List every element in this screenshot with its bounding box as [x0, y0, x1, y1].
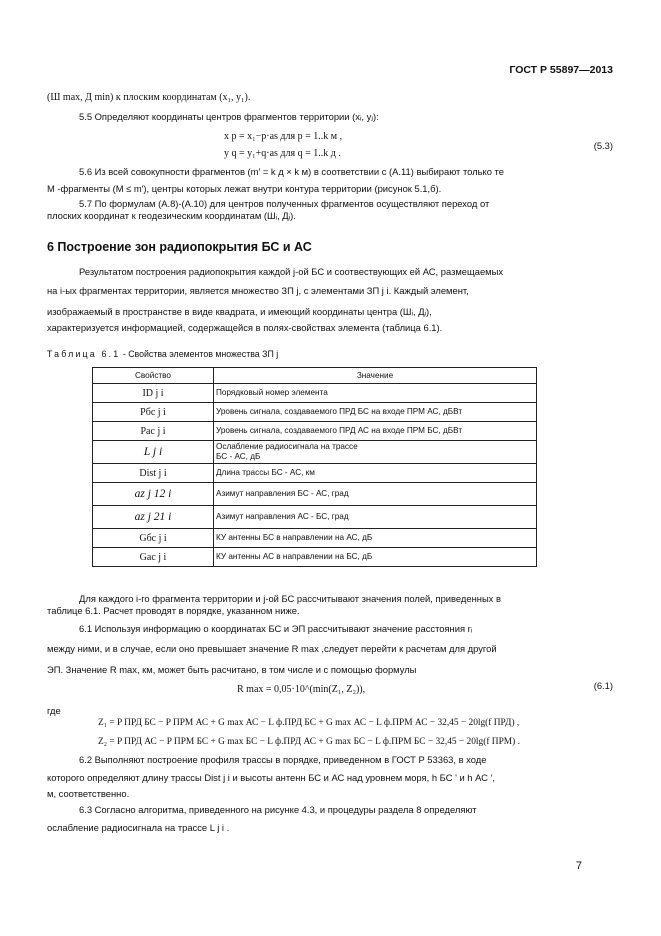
- header-property: Свойство: [93, 368, 214, 384]
- property-symbol: Pас j i: [93, 422, 214, 441]
- equation-number-6-1: (6.1): [593, 680, 613, 691]
- equation-number-5-3: (5.3): [593, 140, 613, 151]
- paragraph-6-1-line-2: между ними, и в случае, если оно превышает значение R max ,следует перейти к расчетам для другой: [47, 643, 497, 654]
- formula-5-3-line-1: x p = x₁−p·as для p = 1..k м ,: [224, 131, 343, 142]
- calc-line-1: Для каждого i-го фрагмента территории и j-ой БС рассчитывают значения полей, приведенных в: [79, 593, 501, 604]
- property-value: КУ антенны БС в направлении на АС, дБ: [214, 529, 537, 548]
- table-row: [93, 441, 537, 464]
- formula-6-1: R max = 0,05·10^(min(Z₁, Z₂)),: [237, 684, 366, 695]
- section-6-title: 6 Построение зон радиопокрытия БС и АС: [47, 240, 312, 254]
- table-row: [93, 384, 537, 403]
- paragraph-5-7-line-1: 5.7 По формулам (А.8)-(А.10) для центров полученных фрагментов осуществляют переход от: [79, 198, 490, 209]
- page-number: 7: [575, 860, 582, 872]
- property-value: Уровень сигнала, создаваемого ПРД АС на входе ПРМ БС, дБВт: [214, 422, 537, 441]
- table-caption-text: - Свойства элементов множества ЗП j: [120, 349, 279, 359]
- properties-table: [92, 367, 537, 567]
- property-value-line-2: БС - АС, дБ: [216, 452, 261, 461]
- paragraph-5-5: 5.5 Определяют координаты центров фрагментов территории (xᵢ, yⱼ):: [79, 111, 379, 122]
- property-value: Порядковый номер элемента: [214, 384, 537, 403]
- paragraph-6-2-line-3: м, соответственно.: [47, 788, 130, 799]
- property-value: [214, 441, 537, 464]
- table-row: [93, 464, 537, 483]
- table-row: [93, 403, 537, 422]
- formula-5-3-line-2: y q = y₁+q·as для q = 1..k д .: [224, 148, 341, 159]
- header-value: Значение: [214, 368, 537, 384]
- table-row: [93, 483, 537, 506]
- paragraph-5-6-line-1: 5.6 Из всей совокупности фрагментов (m′ = k д × k м) в соответствии с (А.11) выбирают только те: [79, 166, 504, 177]
- where-label: где: [47, 705, 61, 716]
- property-value: Азимут направления БС - АС, град: [214, 483, 537, 506]
- standard-header: ГОСТ Р 55897—2013: [509, 64, 613, 76]
- property-value: Длина трассы БС - АС, км: [214, 464, 537, 483]
- paragraph-5-7-line-2: плоских координат к геодезическим координатам (Шᵢ, Дᵢ).: [47, 210, 296, 221]
- property-symbol: Pбс j i: [93, 403, 214, 422]
- property-symbol: Gбс j i: [93, 529, 214, 548]
- intro-line-2: на i-ых фрагментах территории, является множество ЗП j, с элементами ЗП j i. Каждый элемент,: [47, 285, 469, 296]
- property-value-line-1: Ослабление радиосигнала на трассе: [216, 442, 358, 451]
- formula-z2: Z₂ = P ПРД АС − P ПРМ БС + G max БС − L ф.ПРД АС + G max БС − L ф.ПРМ БС − 32,45 − 20lg(f ПРМ) .: [98, 737, 520, 747]
- paragraph-6-3-line-2: ослабление радиосигнала на трассе L j i .: [47, 822, 230, 833]
- property-value: КУ антенны АС в направлении на БС, дБ: [214, 548, 537, 567]
- table-row: [93, 548, 537, 567]
- table-header-row: [93, 368, 537, 384]
- property-value: Азимут направления АС - БС, град: [214, 506, 537, 529]
- table-row: [93, 422, 537, 441]
- table-row: [93, 529, 537, 548]
- formula-z1: Z₁ = P ПРД БС − P ПРМ АС + G max АС − L ф.ПРД БС + G max АС − L ф.ПРМ АС − 32,45 − 20lg(f ПРД) ,: [98, 718, 520, 728]
- intro-line-4: характеризуется информацией, содержащейся в полях-свойствах элемента (таблица 6.1).: [47, 322, 443, 333]
- property-symbol: ID j i: [93, 384, 214, 403]
- table-row: [93, 506, 537, 529]
- calc-line-2: таблице 6.1. Расчет проводят в порядке, указанном ниже.: [47, 605, 300, 616]
- paragraph-6-1-line-1: 6.1 Используя информацию о координатах БС и ЭП рассчитывают значение расстояния rᵢ: [79, 623, 473, 634]
- property-symbol: az j 21 i: [93, 506, 214, 529]
- paragraph-5-6-line-2: M -фрагменты (M ≤ m′), центры которых лежат внутри контура территории (рисунок 5.1,б).: [47, 183, 442, 194]
- intro-line-1: Результатом построения радиопокрытия каждой j-ой БС и соотвествующих ей АС, размещаемых: [79, 266, 504, 277]
- paragraph-6-2-line-1: 6.2 Выполняют построение профиля трассы в порядке, приведенном в ГОСТ Р 53363, в ходе: [79, 754, 487, 765]
- paragraph-6-1-line-3: ЭП. Значение R max, км, может быть расчитано, в том числе и с помощью формулы: [47, 664, 417, 675]
- paragraph-6-3-line-1: 6.3 Согласно алгоритма, приведенного на рисунке 4.3, и процедуры раздела 8 определяют: [79, 804, 477, 815]
- table-caption-prefix: Таблица 6.1: [47, 349, 121, 359]
- property-symbol: Gас j i: [93, 548, 214, 567]
- table-6-1-caption: [47, 349, 278, 359]
- property-symbol: Dist j i: [93, 464, 214, 483]
- paragraph-line-1: (Ш max, Д min) к плоским координатам (x₁, y₁).: [47, 92, 251, 103]
- intro-line-3: изображаемый в пространстве в виде квадрата, и имеющий координаты центра (Шᵢ, Дᵢ),: [47, 306, 432, 317]
- property-symbol: az j 12 i: [93, 483, 214, 506]
- paragraph-6-2-line-2: которого определяют длину трассы Dist j i и высоты антенн БС и АС над уровнем моря, h БС ' и h АС ',: [47, 772, 495, 783]
- property-symbol: L j i: [93, 441, 214, 464]
- property-value: Уровень сигнала, создаваемого ПРД БС на входе ПРМ АС, дБВт: [214, 403, 537, 422]
